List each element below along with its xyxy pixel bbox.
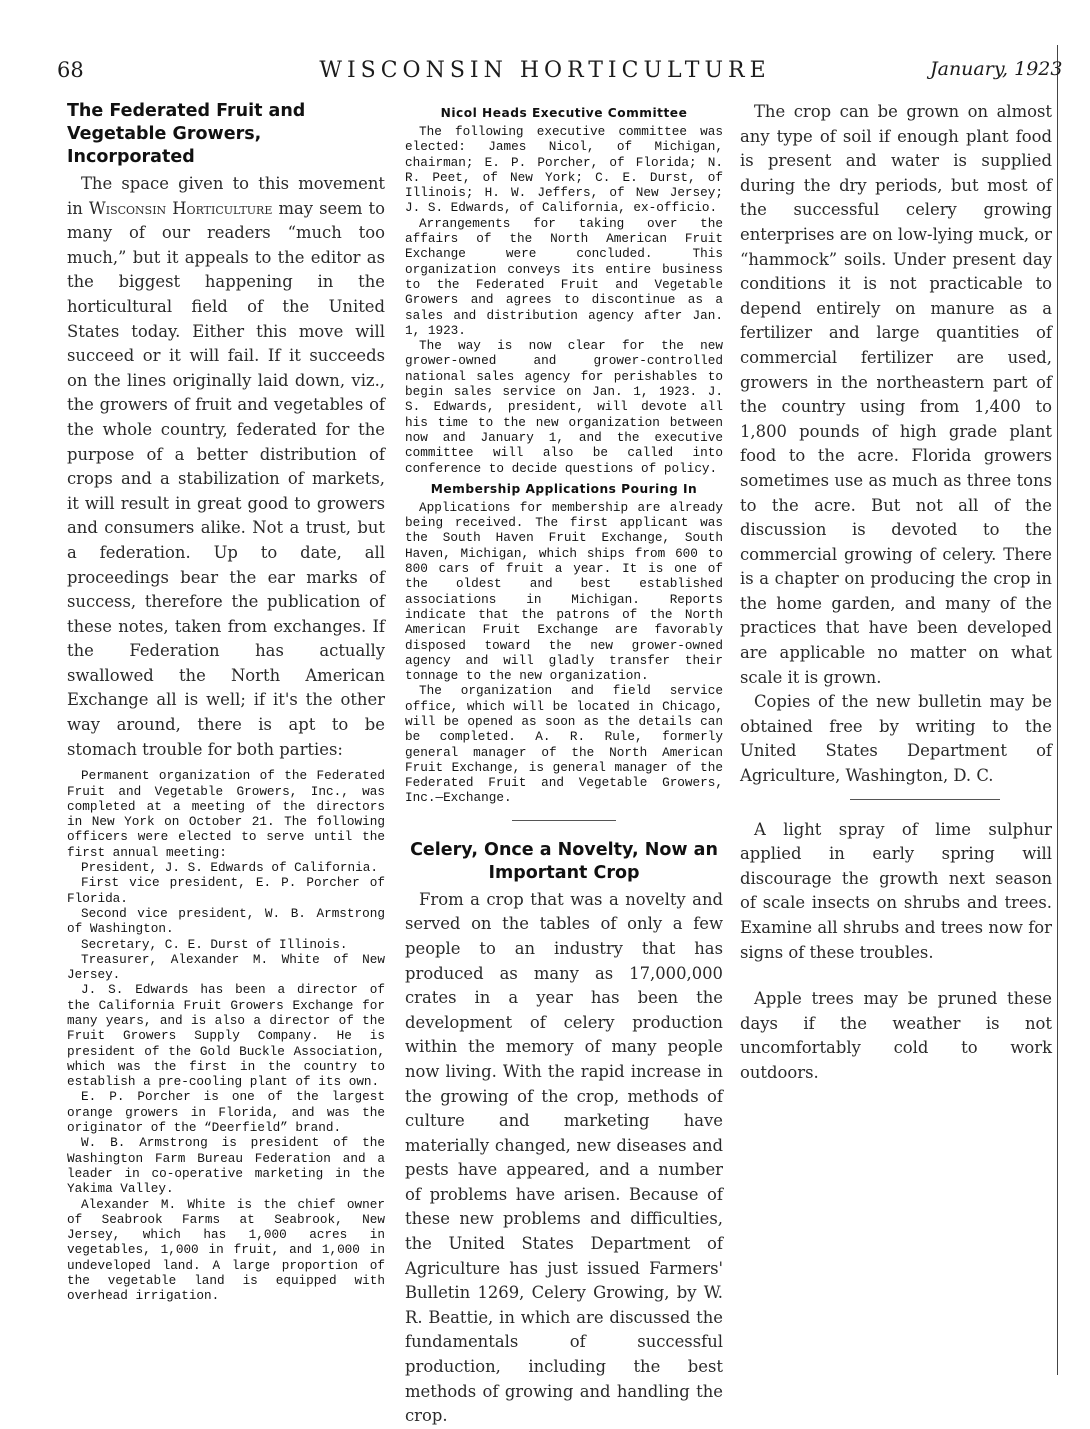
federated-paragraph: E. P. Porcher is one of the largest orange growers in Florida, and was the originator of the “Deerfield” brand. — [67, 1089, 385, 1136]
column-rule — [1057, 45, 1058, 1375]
nicol-paragraph: Arrangements for taking over the affairs of the North American Fruit Exchange were concluded. This organization conveys its entire business to the Federated Fruit and Vegetable Growers and agrees to discontinue as a sales and distribution agency after Jan. 1, 1923. — [405, 215, 723, 338]
federated-paragraph: Secretary, C. E. Durst of Illinois. — [81, 936, 348, 952]
federated-paragraph: J. S. Edwards has been a director of the California Fruit Growers Exchange for many years, and is also a director of the Fruit Growers Supply Company. He is president of the Gold Buckle Association, which was the first in the country to establish a pre-cooling plant of its own. — [67, 982, 385, 1090]
nicol-paragraph: The way is now clear for the new grower-owned and grower-controlled national sales agency for perishables to begin sales service on Jan. 1, 1923. J. S. Edwards, president, will devote all his time to the new organization between now and January 1, and the executive committee will also be called into conference to decide questions of policy. — [405, 338, 723, 476]
celery-paragraph: Copies of the new bulletin may be obtained free by writing to the United States Department of Agriculture, Washington, D. C. — [740, 692, 1052, 786]
nicol-heading: Nicol Heads Executive Committee — [440, 106, 688, 120]
federated-paragraph: President, J. S. Edwards of California. — [81, 860, 378, 876]
magazine-name: Wisconsin Horticulture — [88, 198, 273, 218]
lime-sulphur-note: A light spray of lime sulphur applied in early spring will discourage the growth next season of scale insects on shrubs and trees. Examine all shrubs and trees now for signs of these troubles. — [740, 819, 1052, 962]
federated-intro: The space given to this movement in Wisconsin Horticulture may seem to many of our readers “much too much,” but it appeals to the editor as the biggest happening in the horticultural field of the United States today. Either this move will succeed or it will fail. If it succeeds on the lines originally laid down, viz., the growers of fruit and vegetables of the whole country, federated for the purpose of a better distribution of crops and a stabilization of markets, it will result in great good to growers and consumers alike. Not a trust, but a federation. Up to date, all proceedings bear the ear marks of success, therefore the publication of these notes, taken from exchanges. If the Federation has actually swallowed the North American Exchange all is well; if it's the other way around, there is apt to be stomach trouble for both parties: — [67, 174, 386, 759]
apple-trees-note: Apple trees may be pruned these days if the weather is not uncomfortably cold to work outdoors. — [740, 989, 1052, 1082]
federated-paragraph: Second vice president, W. B. Armstrong of Washington. — [67, 905, 385, 937]
federated-paragraph: First vice president, E. P. Porcher of Florida. — [67, 875, 385, 906]
publication-title: WISCONSIN HORTICULTURE — [319, 58, 771, 83]
federated-paragraph: W. B. Armstrong is president of the Washington Farm Bureau Federation and a leader in co-operative marketing in the Yakima Valley. — [67, 1135, 385, 1197]
section-divider — [850, 799, 1000, 800]
federated-paragraph: Permanent organization of the Federated Fruit and Vegetable Growers, Inc., was completed at a meeting of the directors in New York on October 21. The following officers were elected to serve until the first annual meeting: — [67, 768, 385, 860]
column-1 — [67, 100, 385, 1304]
page-header — [0, 58, 1090, 88]
celery-paragraph: From a crop that was a novelty and served on the tables of only a few people to an industry that has produced as many as 17,000,000 crates in a year has been the development of celery production within the memory of many people now living. With the rapid increase in the growing of the crop, methods of culture and marketing have materially changed, new diseases and pests have appeared, and a number of problems have arisen. Because of these new problems and difficulties, the United States Department of Agriculture has just issued Farmers' Bulletin 1269, Celery Growing, by W. R. Beattie, in which are discussed the fundamentals of successful production, including the best methods of growing and handling the crop. — [405, 889, 723, 1426]
column-3 — [740, 100, 1052, 1086]
federated-paragraph: Alexander M. White is the chief owner of Seabrook Farms at Seabrook, New Jersey, which has 1,000 acres in vegetables, 1,000 in fruit, and 1,000 in undeveloped land. A large proportion of the vegetable land is equipped with overhead irrigation. — [67, 1196, 385, 1304]
membership-paragraph: Applications for membership are already being received. The first applicant was the South Haven Fruit Exchange, South Haven, Michigan, which ships from 600 to 800 cars of fruit a year. It is one of the oldest and best established associations in Michigan. Reports indicate that the patrons of the North American Fruit Exchange are favorably disposed toward the new grower-owned agency and will gladly transfer their tonnage to the new organization. — [405, 499, 723, 684]
celery-heading: Celery, Once a Novelty, Now an Important Crop — [410, 839, 718, 883]
membership-heading: Membership Applications Pouring In — [430, 481, 698, 496]
membership-paragraph: The organization and field service office, which will be located in Chicago, will be opened as soon as the details can be completed. A. R. Rule, formerly general manager of the North American Fruit Exchange, is general manager of the Federated Fruit and Vegetable Growers, Inc.—Exchange. — [405, 683, 723, 806]
column-2 — [405, 100, 723, 1429]
celery-paragraph: The crop can be grown on almost any type of soil if enough plant food is present and water is supplied during the dry periods, but most of the successful celery growing enterprises are on low-lying muck, or “hammock” soils. Under present day conditions it is not practicable to depend entirely on manure as a fertilizer and large quantities of commercial fertilizer are used, growers in the northeastern part of the country using from 1,400 to 1,800 pounds of high grade plant food to the acre. Florida growers sometimes use as much as three tons to the acre. But not all of the discussion is devoted to the commercial growing of celery. There is a chapter on producing the crop in the home garden, and many of the practices that have been developed are applicable no matter on what scale it is grown. — [740, 102, 1052, 687]
section-divider — [512, 820, 616, 821]
page-number: 68 — [57, 58, 84, 82]
issue-date: January, 1923 — [930, 58, 1063, 80]
federated-paragraph: Treasurer, Alexander M. White of New Jersey. — [67, 951, 385, 983]
federated-heading: The Federated Fruit and Vegetable Growers, Incorporated — [67, 101, 306, 167]
nicol-paragraph: The following executive committee was elected: James Nicol, of Michigan, chairman; E. P. Porcher, of Florida; N. R. Peet, of New York; C. E. Durst, of Illinois; H. W. Jeffers, of New Jersey; J. S. Edwards, of California, ex-officio. — [405, 124, 723, 216]
